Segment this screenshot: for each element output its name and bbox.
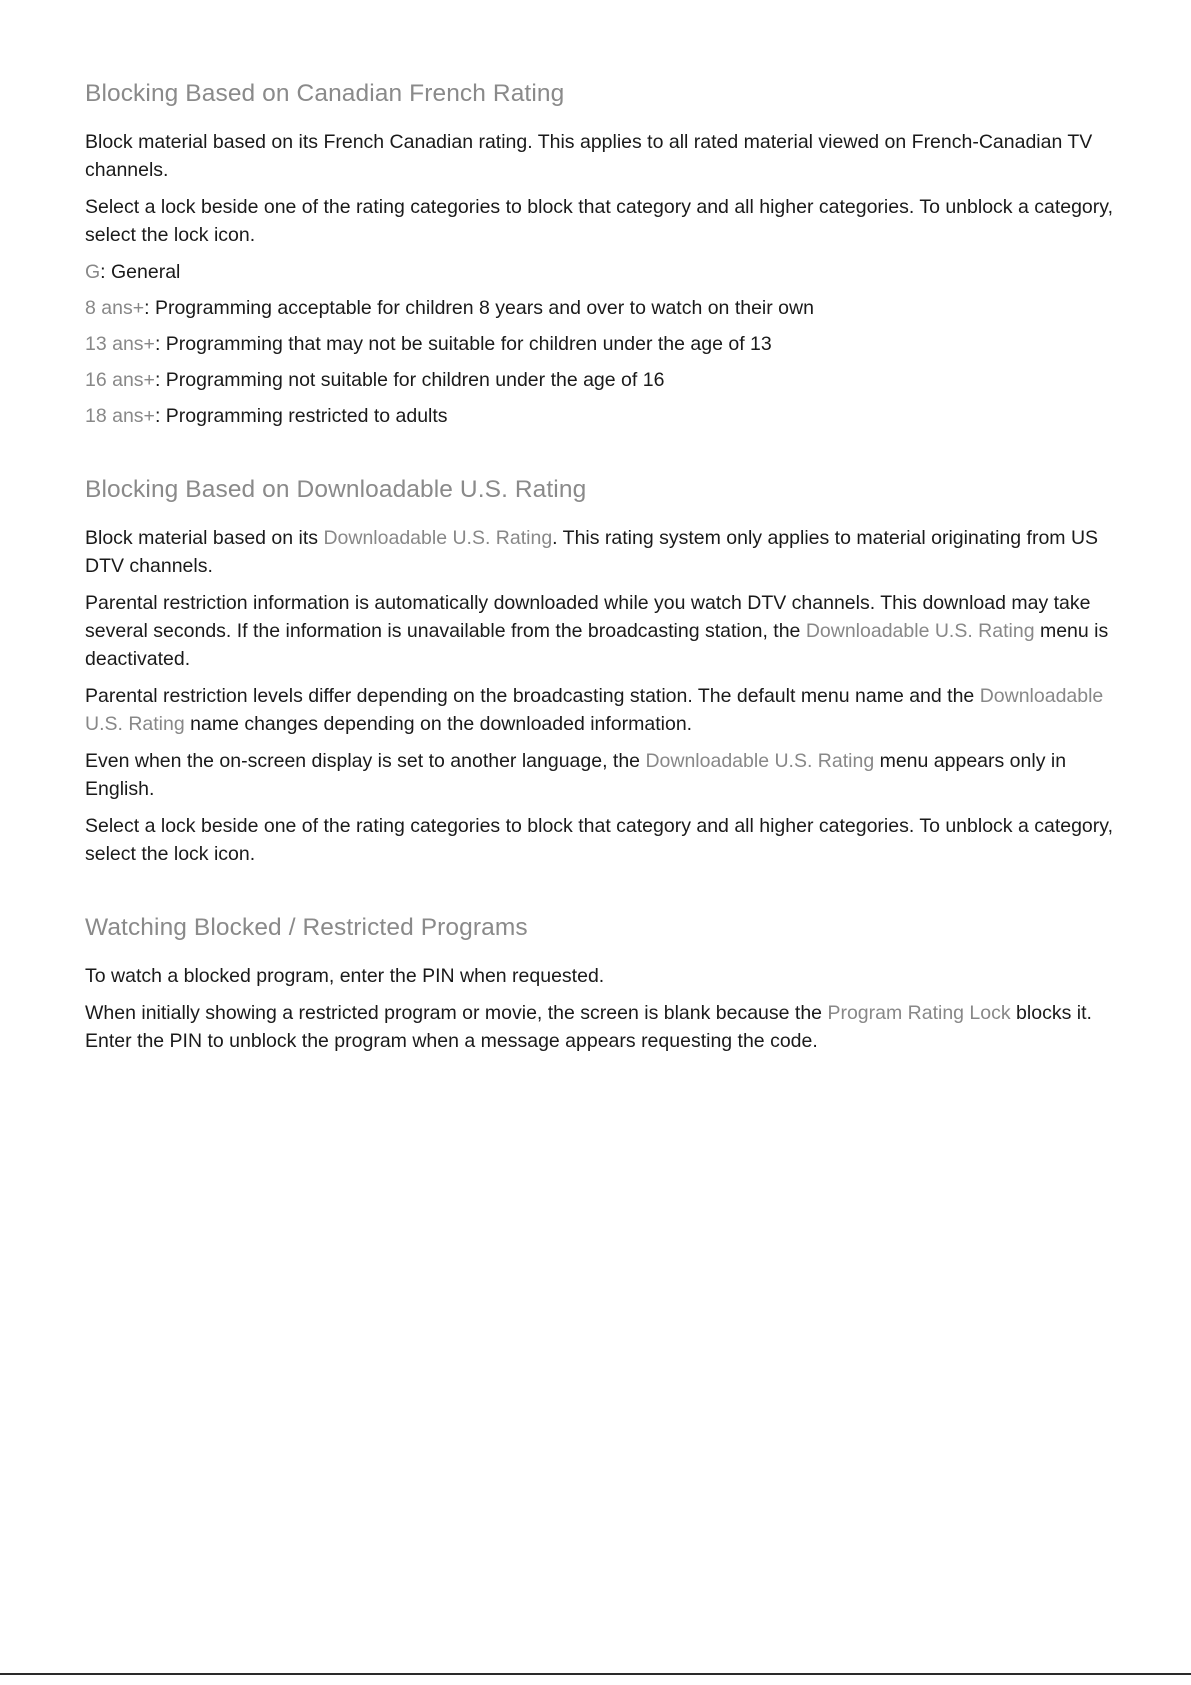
- rating-term: G: [85, 261, 101, 283]
- text-run: Parental restriction information is automatically downloaded while you watch DTV channels. This download may take several seconds. If the information is unavailable from the broadcasting station, the: [85, 592, 1091, 642]
- paragraph: [85, 747, 1115, 803]
- text-run: name changes depending on the downloaded information.: [184, 713, 693, 735]
- paragraph: [85, 589, 1115, 673]
- section-downloadable-us-rating: [85, 474, 1115, 868]
- section-title: Watching Blocked / Restricted Programs: [85, 914, 528, 941]
- rating-item-16: 16 ans+: Programming not suitable for children under the age of 16: [85, 369, 665, 391]
- text-run: Block material based on its: [85, 527, 324, 549]
- section-title: Blocking Based on Downloadable U.S. Rating: [85, 476, 587, 503]
- text-run: When initially showing a restricted program or movie, the screen is blank because the: [85, 1002, 828, 1024]
- footer-rule: [0, 1673, 1191, 1675]
- paragraph: [85, 999, 1115, 1055]
- text-run: menu is deactivated.: [85, 620, 1109, 670]
- rating-term: 13 ans+: [85, 333, 155, 355]
- text-run: Even when the on-screen display is set to another language, the: [85, 750, 646, 772]
- rating-desc: Programming acceptable for children 8 years and over to watch on their own: [154, 297, 814, 319]
- menu-reference-program-rating-lock: Program Rating Lock: [827, 1002, 1011, 1024]
- rating-desc: Programming restricted to adults: [165, 405, 448, 427]
- rating-item-8: 8 ans+: Programming acceptable for children 8 years and over to watch on their own: [85, 297, 814, 319]
- rating-term: 16 ans+: [85, 369, 155, 391]
- rating-item-13: 13 ans+: Programming that may not be suitable for children under the age of 13: [85, 333, 772, 355]
- section-canadian-french-rating: [85, 78, 1115, 430]
- rating-desc: Programming that may not be suitable for children under the age of 13: [165, 333, 772, 355]
- paragraph: [85, 524, 1115, 580]
- rating-term: 18 ans+: [85, 405, 155, 427]
- paragraph: Block material based on its French Canadian rating. This applies to all rated material viewed on French-Canadian TV channels.: [85, 131, 1093, 181]
- rating-desc: General: [111, 261, 181, 283]
- text-run: Parental restriction levels differ depending on the broadcasting station. The default menu name and the: [85, 685, 980, 707]
- menu-reference-downloadable-us-rating: Downloadable U.S. Rating: [645, 750, 875, 772]
- rating-item-18: 18 ans+: Programming restricted to adults: [85, 405, 448, 427]
- rating-item-g: G: General: [85, 261, 181, 283]
- text-run: menu appears only in English.: [85, 750, 1067, 800]
- rating-term: 8 ans+: [85, 297, 145, 319]
- text-run: . This rating system only applies to material originating from US DTV channels.: [85, 527, 1099, 577]
- menu-reference-downloadable-us-rating: Downloadable U.S. Rating: [323, 527, 553, 549]
- paragraph: [85, 682, 1115, 738]
- manual-page: [85, 78, 1115, 1099]
- menu-reference-downloadable-us-rating: Downloadable U.S. Rating: [805, 620, 1035, 642]
- rating-desc: Programming not suitable for children under the age of 16: [165, 369, 665, 391]
- section-title: Blocking Based on Canadian French Rating: [85, 80, 565, 107]
- paragraph: To watch a blocked program, enter the PIN when requested.: [85, 965, 605, 987]
- paragraph: Select a lock beside one of the rating categories to block that category and all higher categories. To unblock a category, select the lock icon.: [85, 815, 1113, 865]
- text-run: blocks it. Enter the PIN to unblock the program when a message appears requesting the code.: [85, 1002, 1092, 1052]
- section-watching-blocked-programs: [85, 912, 1115, 1055]
- menu-reference-downloadable-us-rating: Downloadable U.S. Rating: [85, 685, 1104, 735]
- paragraph: Select a lock beside one of the rating categories to block that category and all higher categories. To unblock a category, select the lock icon.: [85, 196, 1113, 246]
